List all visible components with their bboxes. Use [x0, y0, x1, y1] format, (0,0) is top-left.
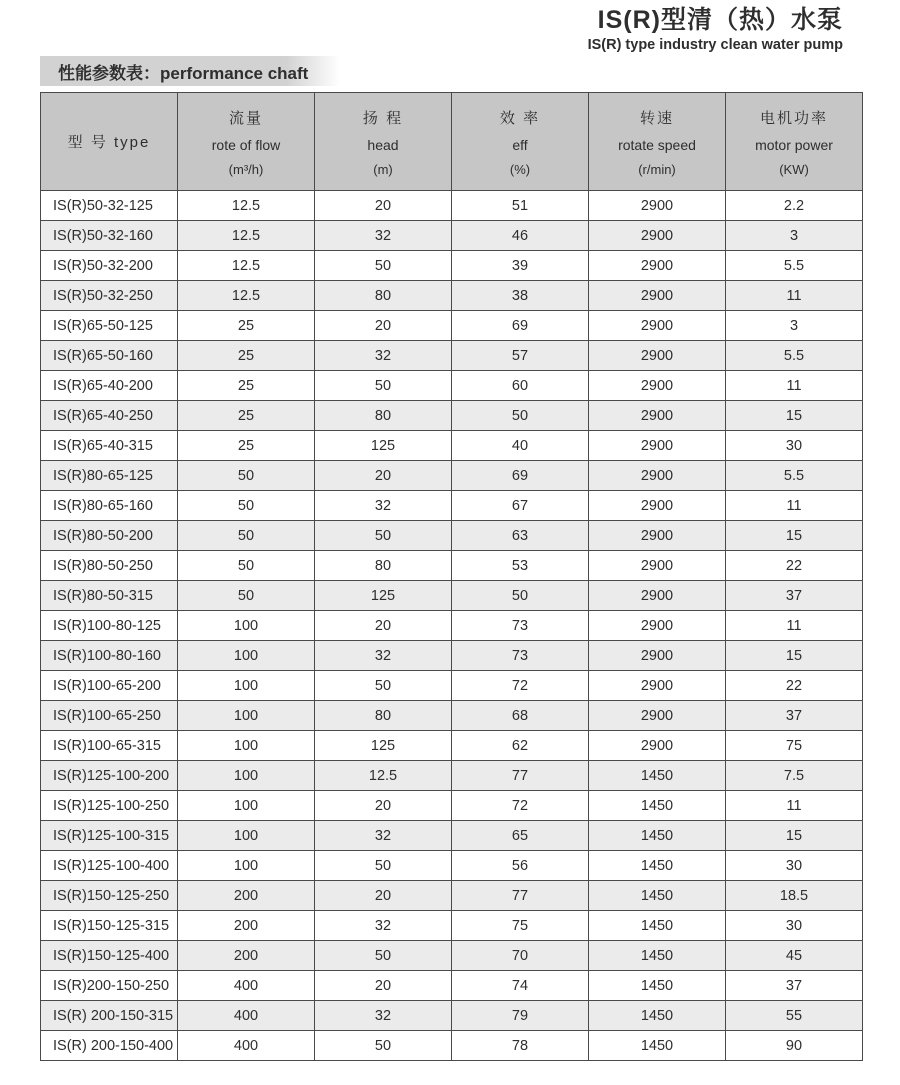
cell-model: IS(R)65-40-315: [41, 431, 178, 461]
column-header-head-zh: 扬 程: [362, 109, 404, 127]
table-cell: 2900: [589, 641, 726, 671]
table-row: [41, 1031, 863, 1061]
table-cell: 12.5: [315, 761, 452, 791]
table-cell: 50: [452, 581, 589, 611]
cell-model: IS(R)100-80-125: [41, 611, 178, 641]
table-cell: 200: [178, 941, 315, 971]
table-cell: 30: [726, 851, 863, 881]
table-cell: 25: [178, 311, 315, 341]
cell-model: IS(R)100-65-315: [41, 731, 178, 761]
table-row: [41, 551, 863, 581]
performance-table: [40, 92, 863, 1061]
table-cell: 20: [315, 971, 452, 1001]
table-cell: 20: [315, 461, 452, 491]
table-row: [41, 731, 863, 761]
table-cell: 50: [178, 551, 315, 581]
table-row: [41, 461, 863, 491]
cell-model: IS(R)100-65-200: [41, 671, 178, 701]
table-cell: 57: [452, 341, 589, 371]
table-cell: 2900: [589, 701, 726, 731]
table-cell: 100: [178, 851, 315, 881]
column-header-speed-unit: (r/min): [638, 161, 676, 177]
table-cell: 15: [726, 821, 863, 851]
table-row: [41, 791, 863, 821]
column-header-flow-unit: (m³/h): [228, 161, 264, 177]
table-cell: 2900: [589, 341, 726, 371]
table-cell: 100: [178, 701, 315, 731]
table-cell: 12.5: [178, 191, 315, 221]
table-cell: 2900: [589, 221, 726, 251]
cell-model: IS(R)125-100-200: [41, 761, 178, 791]
table-row: [41, 611, 863, 641]
table-cell: 65: [452, 821, 589, 851]
table-cell: 2900: [589, 401, 726, 431]
page-title-block: [588, 6, 843, 53]
table-cell: 400: [178, 1001, 315, 1031]
cell-model: IS(R)80-50-315: [41, 581, 178, 611]
table-cell: 2900: [589, 431, 726, 461]
table-cell: 125: [315, 581, 452, 611]
table-cell: 77: [452, 761, 589, 791]
table-body: [41, 191, 863, 1061]
table-row: [41, 671, 863, 701]
page-title-zh: IS(R)型清（热）水泵: [597, 6, 843, 34]
table-cell: 72: [452, 791, 589, 821]
table-cell: 22: [726, 551, 863, 581]
table-row: [41, 521, 863, 551]
table-cell: 11: [726, 491, 863, 521]
table-cell: 7.5: [726, 761, 863, 791]
table-row: [41, 281, 863, 311]
table-cell: 15: [726, 401, 863, 431]
table-cell: 90: [726, 1031, 863, 1061]
cell-model: IS(R)125-100-400: [41, 851, 178, 881]
table-cell: 72: [452, 671, 589, 701]
table-cell: 50: [178, 581, 315, 611]
table-cell: 62: [452, 731, 589, 761]
column-header-head-en: head: [367, 136, 399, 153]
table-row: [41, 641, 863, 671]
table-cell: 79: [452, 1001, 589, 1031]
table-cell: 2900: [589, 491, 726, 521]
table-cell: 1450: [589, 1031, 726, 1061]
table-row: [41, 821, 863, 851]
table-cell: 30: [726, 431, 863, 461]
table-cell: 73: [452, 641, 589, 671]
cell-model: IS(R)65-50-125: [41, 311, 178, 341]
table-row: [41, 761, 863, 791]
column-header-type-label: 型 号 type: [67, 134, 151, 151]
table-cell: 32: [315, 641, 452, 671]
table-row: [41, 911, 863, 941]
cell-model: IS(R)50-32-250: [41, 281, 178, 311]
table-cell: 200: [178, 881, 315, 911]
cell-model: IS(R) 200-150-315: [41, 1001, 178, 1031]
table-cell: 20: [315, 311, 452, 341]
table-cell: 400: [178, 1031, 315, 1061]
table-cell: 74: [452, 971, 589, 1001]
column-header-flow: [178, 93, 315, 191]
table-cell: 11: [726, 791, 863, 821]
column-header-eff-en: eff: [512, 136, 528, 153]
table-row: [41, 491, 863, 521]
table-cell: 68: [452, 701, 589, 731]
table-cell: 2900: [589, 731, 726, 761]
table-cell: 2900: [589, 371, 726, 401]
table-cell: 40: [452, 431, 589, 461]
table-cell: 80: [315, 551, 452, 581]
cell-model: IS(R)65-50-160: [41, 341, 178, 371]
table-cell: 15: [726, 641, 863, 671]
table-row: [41, 881, 863, 911]
table-cell: 2900: [589, 671, 726, 701]
table-cell: 5.5: [726, 461, 863, 491]
table-cell: 32: [315, 221, 452, 251]
column-header-power-unit: (KW): [779, 161, 809, 177]
table-cell: 2900: [589, 251, 726, 281]
table-cell: 1450: [589, 791, 726, 821]
table-cell: 12.5: [178, 251, 315, 281]
table-cell: 63: [452, 521, 589, 551]
table-cell: 77: [452, 881, 589, 911]
table-cell: 55: [726, 1001, 863, 1031]
table-row: [41, 971, 863, 1001]
table-row: [41, 311, 863, 341]
table-cell: 125: [315, 731, 452, 761]
table-cell: 39: [452, 251, 589, 281]
table-cell: 100: [178, 641, 315, 671]
cell-model: IS(R)150-125-315: [41, 911, 178, 941]
table-cell: 20: [315, 611, 452, 641]
table-cell: 2900: [589, 281, 726, 311]
table-cell: 11: [726, 281, 863, 311]
table-cell: 70: [452, 941, 589, 971]
table-cell: 100: [178, 611, 315, 641]
table-cell: 100: [178, 731, 315, 761]
table-cell: 32: [315, 341, 452, 371]
table-cell: 200: [178, 911, 315, 941]
table-cell: 100: [178, 791, 315, 821]
table-cell: 75: [726, 731, 863, 761]
table-cell: 80: [315, 281, 452, 311]
table-cell: 11: [726, 371, 863, 401]
section-title: 性能参数表：performance chaft: [58, 63, 309, 83]
column-header-eff-zh: 效 率: [499, 109, 541, 127]
table-cell: 50: [315, 251, 452, 281]
table-row: [41, 251, 863, 281]
cell-model: IS(R)50-32-200: [41, 251, 178, 281]
column-header-eff-unit: (%): [509, 161, 531, 177]
table-cell: 5.5: [726, 341, 863, 371]
cell-model: IS(R) 200-150-400: [41, 1031, 178, 1061]
table-cell: 56: [452, 851, 589, 881]
table-cell: 25: [178, 431, 315, 461]
table-cell: 30: [726, 911, 863, 941]
column-header-eff: [452, 93, 589, 191]
table-row: [41, 221, 863, 251]
column-header-speed-en: rotate speed: [618, 136, 696, 153]
table-row: [41, 581, 863, 611]
table-cell: 32: [315, 911, 452, 941]
table-cell: 1450: [589, 761, 726, 791]
table-cell: 25: [178, 341, 315, 371]
table-cell: 100: [178, 821, 315, 851]
table-cell: 50: [315, 671, 452, 701]
cell-model: IS(R)150-125-250: [41, 881, 178, 911]
table-row: [41, 431, 863, 461]
table-cell: 50: [452, 401, 589, 431]
table-cell: 50: [315, 521, 452, 551]
table-cell: 3: [726, 221, 863, 251]
table-cell: 1450: [589, 821, 726, 851]
table-cell: 50: [315, 941, 452, 971]
table-cell: 32: [315, 1001, 452, 1031]
table-row: [41, 191, 863, 221]
table-row: [41, 371, 863, 401]
table-cell: 12.5: [178, 281, 315, 311]
table-row: [41, 1001, 863, 1031]
table-cell: 2900: [589, 581, 726, 611]
cell-model: IS(R)100-80-160: [41, 641, 178, 671]
cell-model: IS(R)50-32-125: [41, 191, 178, 221]
table-cell: 37: [726, 971, 863, 1001]
table-cell: 50: [178, 461, 315, 491]
table-cell: 2900: [589, 311, 726, 341]
table-cell: 2900: [589, 461, 726, 491]
cell-model: IS(R)100-65-250: [41, 701, 178, 731]
column-header-speed: [589, 93, 726, 191]
cell-model: IS(R)200-150-250: [41, 971, 178, 1001]
table-cell: 75: [452, 911, 589, 941]
table-cell: 1450: [589, 941, 726, 971]
table-cell: 37: [726, 581, 863, 611]
table-cell: 25: [178, 401, 315, 431]
table-cell: 50: [178, 521, 315, 551]
column-header-flow-en: rote of flow: [211, 136, 281, 153]
table-cell: 51: [452, 191, 589, 221]
table-row: [41, 401, 863, 431]
page-title-en: IS(R) type industry clean water pump: [587, 36, 843, 53]
table-cell: 67: [452, 491, 589, 521]
cell-model: IS(R)65-40-200: [41, 371, 178, 401]
cell-model: IS(R)125-100-315: [41, 821, 178, 851]
column-header-head-unit: (m): [373, 161, 393, 177]
cell-model: IS(R)150-125-400: [41, 941, 178, 971]
column-header-head: [315, 93, 452, 191]
table-cell: 2900: [589, 611, 726, 641]
table-cell: 2900: [589, 191, 726, 221]
column-header-flow-zh: 流量: [228, 109, 263, 127]
table-cell: 73: [452, 611, 589, 641]
column-header-power-en: motor power: [755, 136, 833, 153]
table-cell: 22: [726, 671, 863, 701]
table-cell: 125: [315, 431, 452, 461]
column-header-power-zh: 电机功率: [759, 109, 828, 127]
table-cell: 50: [315, 851, 452, 881]
table-row: [41, 851, 863, 881]
table-cell: 20: [315, 791, 452, 821]
table-row: [41, 341, 863, 371]
table-cell: 1450: [589, 911, 726, 941]
table-cell: 20: [315, 191, 452, 221]
table-header: [41, 93, 863, 191]
cell-model: IS(R)80-50-250: [41, 551, 178, 581]
table-cell: 1450: [589, 881, 726, 911]
cell-model: IS(R)65-40-250: [41, 401, 178, 431]
cell-model: IS(R)80-50-200: [41, 521, 178, 551]
column-header-power: [726, 93, 863, 191]
table-row: [41, 941, 863, 971]
table-cell: 15: [726, 521, 863, 551]
table-cell: 5.5: [726, 251, 863, 281]
table-cell: 1450: [589, 971, 726, 1001]
table-row: [41, 701, 863, 731]
table-cell: 50: [315, 1031, 452, 1061]
table-cell: 32: [315, 821, 452, 851]
table-cell: 69: [452, 461, 589, 491]
column-header-speed-zh: 转速: [639, 109, 674, 127]
table-cell: 80: [315, 701, 452, 731]
table-cell: 11: [726, 611, 863, 641]
table-cell: 18.5: [726, 881, 863, 911]
table-cell: 100: [178, 761, 315, 791]
table-cell: 50: [178, 491, 315, 521]
table-cell: 46: [452, 221, 589, 251]
table-cell: 53: [452, 551, 589, 581]
table-cell: 45: [726, 941, 863, 971]
cell-model: IS(R)50-32-160: [41, 221, 178, 251]
table-cell: 69: [452, 311, 589, 341]
table-cell: 400: [178, 971, 315, 1001]
table-cell: 78: [452, 1031, 589, 1061]
table-cell: 50: [315, 371, 452, 401]
table-cell: 60: [452, 371, 589, 401]
table-cell: 20: [315, 881, 452, 911]
table-cell: 1450: [589, 1001, 726, 1031]
table-cell: 2900: [589, 521, 726, 551]
table-cell: 32: [315, 491, 452, 521]
table-cell: 37: [726, 701, 863, 731]
table-cell: 80: [315, 401, 452, 431]
cell-model: IS(R)80-65-125: [41, 461, 178, 491]
table-cell: 2.2: [726, 191, 863, 221]
table-cell: 1450: [589, 851, 726, 881]
table-cell: 2900: [589, 551, 726, 581]
table-cell: 12.5: [178, 221, 315, 251]
table-cell: 38: [452, 281, 589, 311]
section-header-bar: [40, 56, 340, 86]
table-cell: 25: [178, 371, 315, 401]
table-cell: 100: [178, 671, 315, 701]
cell-model: IS(R)80-65-160: [41, 491, 178, 521]
cell-model: IS(R)125-100-250: [41, 791, 178, 821]
table-cell: 3: [726, 311, 863, 341]
column-header-type: [41, 93, 178, 191]
